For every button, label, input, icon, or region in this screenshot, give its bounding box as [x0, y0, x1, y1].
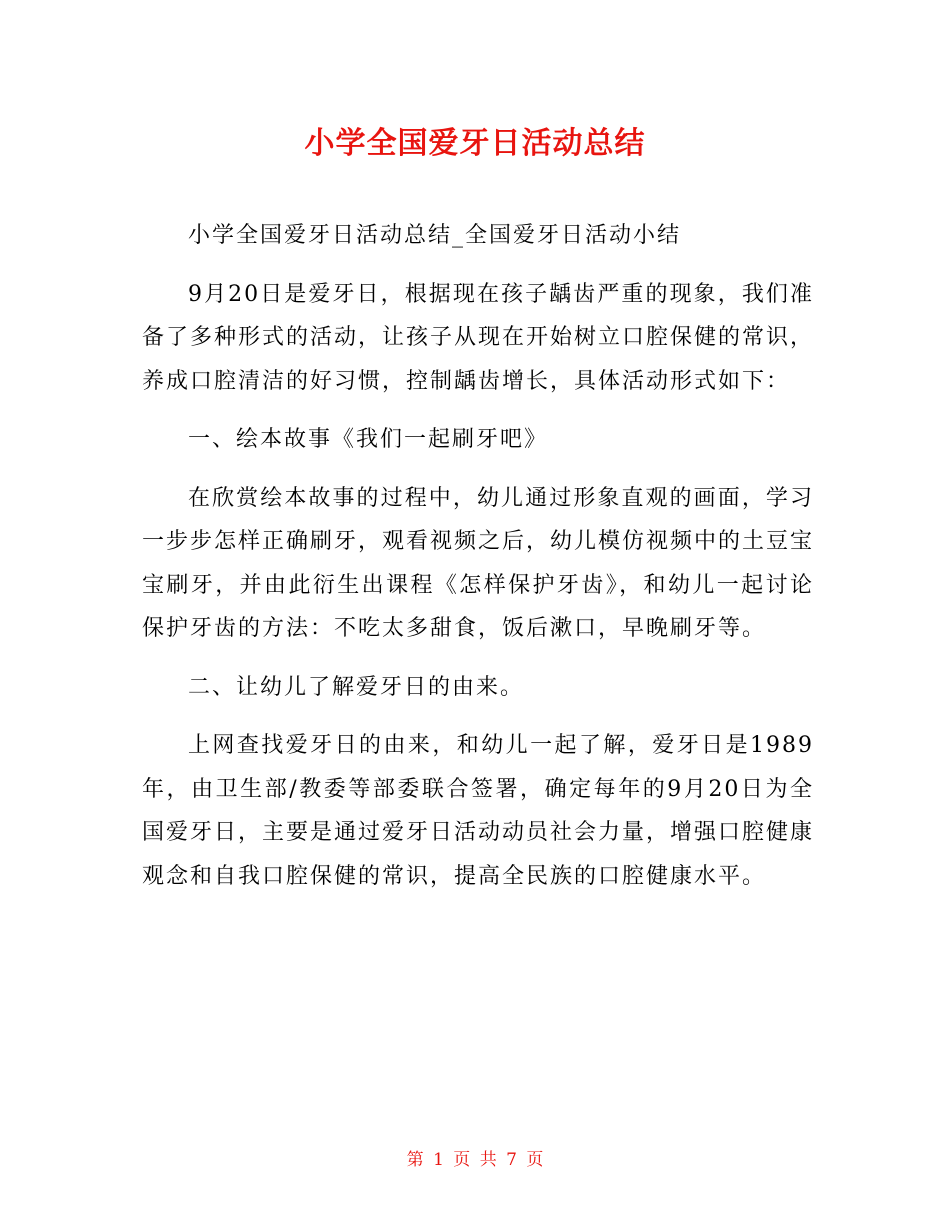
section-heading-1: 一、绘本故事《我们一起刷牙吧》	[188, 427, 549, 452]
paragraph-section-1: 在欣赏绘本故事的过程中，幼儿通过形象直观的画面，学习一步步怎样正确刷牙，观看视频之后，幼儿模仿视频中的土豆宝宝刷牙，并由此衍生出课程《怎样保护牙齿》，和幼儿一起讨论保护牙齿的方法：不吃太多甜食，饭后漱口，早晚刷牙等。	[142, 485, 815, 641]
paragraph-subtitle: 小学全国爱牙日活动总结_全国爱牙日活动小结	[188, 223, 682, 248]
page-number-footer: 第 1 页 共 7 页	[406, 1150, 544, 1170]
paragraph-intro: 9月20日是爱牙日，根据现在孩子龋齿严重的现象，我们准备了多种形式的活动，让孩子从现在开始树立口腔保健的常识，养成口腔清洁的好习惯，控制龋齿增长，具体活动形式如下：	[142, 281, 815, 394]
document-title: 小学全国爱牙日活动总结	[304, 126, 646, 162]
section-heading-2: 二、让幼儿了解爱牙日的由来。	[188, 674, 525, 700]
document-body	[142, 214, 814, 913]
paragraph-section-2: 上网查找爱牙日的由来，和幼儿一起了解，爱牙日是1989年，由卫生部/教委等部委联合签署，确定每年的9月20日为全国爱牙日，主要是通过爱牙日活动动员社会力量，增强口腔健康观念和自我口腔保健的常识，提高全民族的口腔健康水平。	[142, 733, 815, 889]
